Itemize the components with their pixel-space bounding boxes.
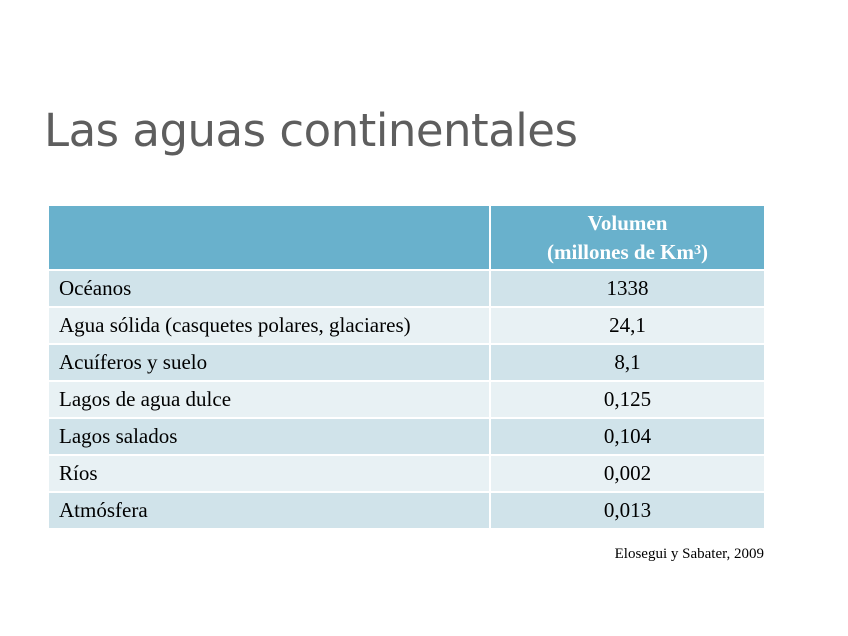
row-value: 0,104 bbox=[490, 418, 764, 455]
row-value: 0,002 bbox=[490, 455, 764, 492]
header-volume-unit-superscript: 3 bbox=[694, 243, 701, 258]
table-header-row bbox=[49, 206, 764, 270]
row-label: Acuíferos y suelo bbox=[49, 344, 490, 381]
table-row bbox=[49, 492, 764, 529]
table-row bbox=[49, 344, 764, 381]
row-value: 8,1 bbox=[490, 344, 764, 381]
row-label: Lagos salados bbox=[49, 418, 490, 455]
table-row bbox=[49, 381, 764, 418]
table-row bbox=[49, 455, 764, 492]
row-value: 24,1 bbox=[490, 307, 764, 344]
row-value: 0,013 bbox=[490, 492, 764, 529]
row-value: 0,125 bbox=[490, 381, 764, 418]
slide-title: Las aguas continentales bbox=[44, 104, 578, 157]
row-label: Océanos bbox=[49, 270, 490, 307]
header-volume-title: Volumen bbox=[587, 211, 668, 235]
water-volume-table bbox=[49, 206, 764, 530]
header-volume-unit-suffix: ) bbox=[701, 240, 708, 264]
row-label: Ríos bbox=[49, 455, 490, 492]
row-label: Lagos de agua dulce bbox=[49, 381, 490, 418]
row-label: Agua sólida (casquetes polares, glaciares) bbox=[49, 307, 490, 344]
header-category bbox=[49, 206, 490, 270]
table-row bbox=[49, 418, 764, 455]
header-volume-unit-prefix: (millones de Km bbox=[547, 240, 694, 264]
header-volume bbox=[490, 206, 764, 270]
table-row bbox=[49, 307, 764, 344]
source-citation: Elosegui y Sabater, 2009 bbox=[614, 546, 764, 562]
row-label: Atmósfera bbox=[49, 492, 490, 529]
row-value: 1338 bbox=[490, 270, 764, 307]
table-row bbox=[49, 270, 764, 307]
